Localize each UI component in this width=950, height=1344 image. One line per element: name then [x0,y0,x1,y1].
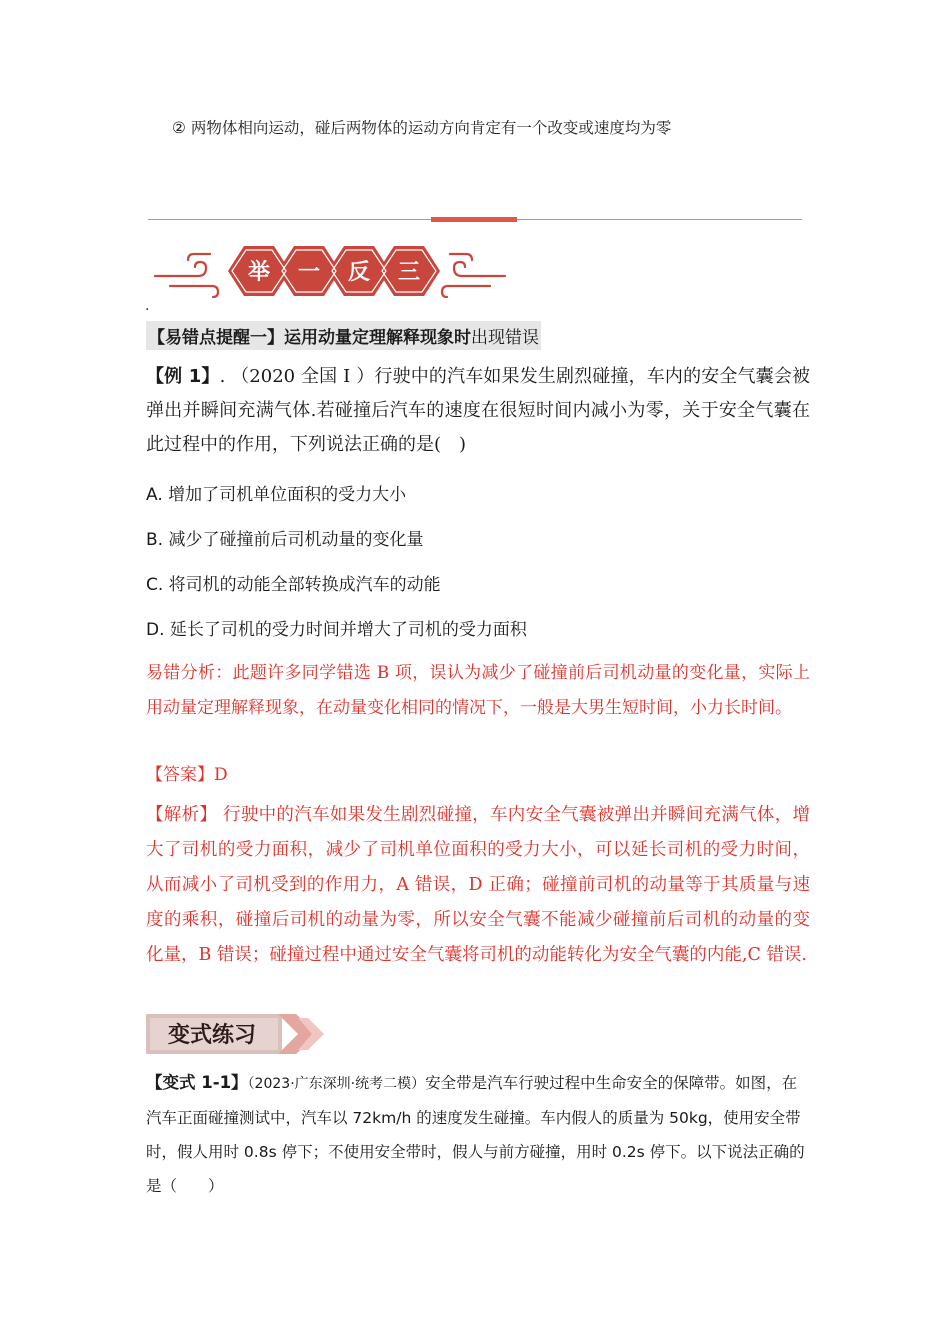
variant-practice-tag [146,1012,326,1056]
variant-tag-label: 变式练习 [167,1022,257,1048]
banner-dot: . [145,298,150,314]
section-banner [150,238,510,304]
remark-line: ② 两物体相向运动，碰后两物体的运动方向肯定有一个改变或速度均为零 [172,119,672,137]
error-analysis: 易错分析：此题许多同学错选 B 项，误认为减少了碰撞前后司机动量的变化量，实际上用动量定理解释现象，在动量变化相同的情况下，一般是大男生短时间，小力长时间。 [146,663,810,718]
banner-char-4: 三 [397,260,421,285]
answer-label: 【答案】 [146,765,214,785]
banner-char-1: 举 [247,260,271,285]
variant-text: 安全带是汽车行驶过程中生命安全的保障带。如图，在汽车正面碰撞测试中，汽车以 72km/h 的速度发生碰撞。车内假人的质量为 50kg，使用安全带时，假人用时 0.8s 停下；不使用安全带时，假人与前方碰撞，用时 0.2s 停下。以下说法正确的是（ ） [146,1074,805,1195]
hint-label: 【易错点提醒一】运用动量定理解释现象时 [148,328,471,348]
variant-label: 【变式 1-1】 [146,1073,248,1092]
banner-char-2: 一 [297,260,321,285]
example-question [146,360,810,462]
explanation [146,798,810,973]
banner-char-3: 反 [347,260,371,285]
left-swirl-icon [155,254,218,297]
variant-question [146,1066,810,1203]
example-text: . （2020 全国 Ⅰ ）行驶中的汽车如果发生剧烈碰撞，车内的安全气囊会被弹出并瞬间充满气体.若碰撞后汽车的速度在很短时间内减小为零，关于安全气囊在此过程中的作用，下列说法正确的是( ) [146,366,810,455]
option-a: A. 增加了司机单位面积的受力大小 [146,485,407,505]
answer-value: D [214,765,228,785]
option-c: C. 将司机的动能全部转换成汽车的动能 [146,575,441,595]
right-swirl-icon [442,254,505,297]
variant-source: （2023·广东深圳·统考二模） [247,1076,426,1092]
option-d: D. 延长了司机的受力时间并增大了司机的受力面积 [146,620,527,640]
explanation-label: 【解析】 [146,805,218,825]
divider-accent [431,217,517,222]
hint-tail: 出现错误 [471,328,539,348]
answer-line [146,760,228,785]
example-label: 【例 1】 [146,366,220,387]
option-b: B. 减少了碰撞前后司机动量的变化量 [146,530,424,550]
error-hint-heading [146,321,541,350]
banner-chars [228,246,440,296]
explanation-text: 行驶中的汽车如果发生剧烈碰撞，车内安全气囊被弹出并瞬间充满气体，增大了司机的受力面积，减少了司机单位面积的受力大小，可以延长司机的受力时间，从而减小了司机受到的作用力，A 错误，D 正确；碰撞前司机的动量等于其质量与速度的乘积，碰撞后司机的动量为零，所以安全气囊不能减少碰撞前后司机的动量的变化量，B 错误；碰撞过程中通过安全气囊将司机的动能转化为安全气囊的内能,C 错误. [146,805,811,965]
